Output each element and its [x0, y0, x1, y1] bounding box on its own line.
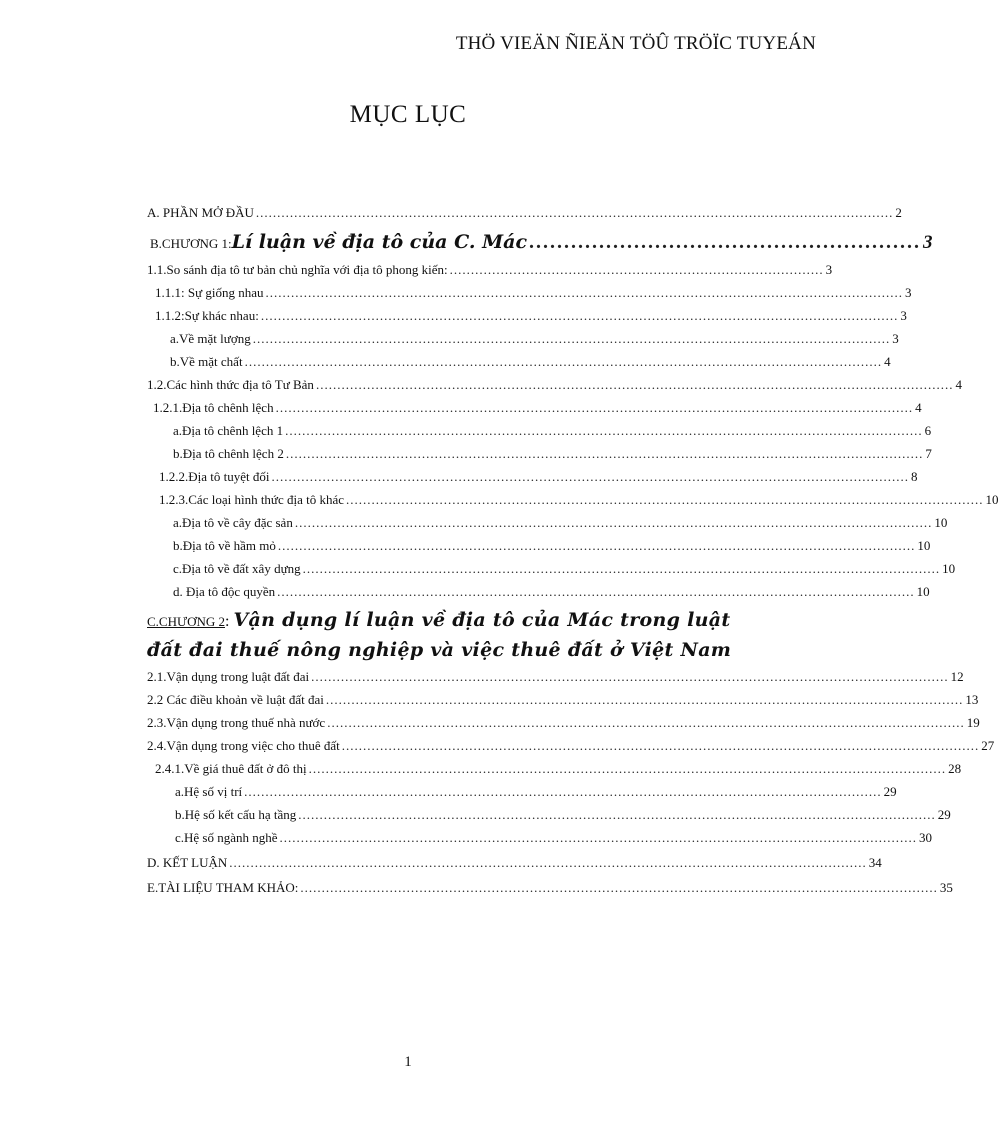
toc-item: 2.3.Vận dụng trong thuế nhà nước ...................................................................................................................................................... 19 [147, 715, 980, 730]
toc-item: a.Về mặt lượng ...................................................................................................................................................... 3 [170, 331, 899, 346]
toc-item: a.Địa tô về cây đặc sản ...................................................................................................................................................... 10 [173, 515, 948, 530]
toc-item: a.Hệ số vị trí ...................................................................................................................................................... 29 [175, 784, 897, 799]
toc-item: 2.2 Các điều khoản về luật đất đai ...................................................................................................................................................... 13 [147, 692, 979, 707]
toc-item: c.Hệ số ngành nghề ...................................................................................................................................................... 30 [175, 830, 933, 845]
toc-item: 1.1.2:Sự khác nhau: ...................................................................................................................................................... 3 [155, 308, 907, 323]
toc-chapter-2: C.CHƯƠNG 2: Vận dụng lí luận về địa tô của Mác trong luật đất đai thuế nông nghiệp và việc thuê đất ở Việt Nam [147, 609, 732, 661]
page-number: 1 [404, 1054, 412, 1070]
toc-item: 1.2.Các hình thức địa tô Tư Bản ...................................................................................................................................................... 4 [147, 377, 962, 392]
toc-item: 1.1.1: Sự giống nhau ...................................................................................................................................................... 3 [155, 285, 912, 300]
toc-item: 1.2.3.Các loại hình thức địa tô khác ...................................................................................................................................................... 10 [159, 492, 999, 507]
toc-item: 1.1.So sánh địa tô tư bản chủ nghĩa với địa tô phong kiến: ........................................................................................ 3 [147, 262, 833, 277]
toc-item: 2.4.1.Về giá thuê đất ở đô thị ...................................................................................................................................................... 28 [155, 761, 962, 776]
toc-chapter-1: B.CHƯƠNG 1:Lí luận về địa tô của C. Mác ........................................................ 3 [150, 231, 933, 253]
toc-item: b.Về mặt chất ...................................................................................................................................................... 4 [170, 354, 891, 369]
toc-item: 2.1.Vận dụng trong luật đất đai ...................................................................................................................................................... 12 [147, 669, 964, 684]
toc-item: d. Địa tô độc quyền ...................................................................................................................................................... 10 [173, 584, 930, 599]
toc-item: E.TÀI LIỆU THAM KHẢO: ...................................................................................................................................................... 35 [147, 880, 953, 895]
toc-item: b.Địa tô về hầm mỏ ...................................................................................................................................................... 10 [173, 538, 931, 553]
toc-item: 2.4.Vận dụng trong việc cho thuê đất ...................................................................................................................................................... 27 [147, 738, 995, 753]
toc-item: 1.2.1.Địa tô chênh lệch ...................................................................................................................................................... 4 [153, 400, 922, 415]
toc-item: A. PHẦN MỞ ĐẦU ...................................................................................................................................................... 2 [147, 205, 902, 220]
toc-item: a.Địa tô chênh lệch 1 ...................................................................................................................................................... 6 [173, 423, 932, 438]
toc-item: b.Hệ số kết cấu hạ tầng ...................................................................................................................................................... 29 [175, 807, 951, 822]
toc-item: 1.2.2.Địa tô tuyệt đối ...................................................................................................................................................... 8 [159, 469, 918, 484]
toc-item: D. KẾT LUẬN ...................................................................................................................................................... 34 [147, 855, 882, 870]
page-title: MỤC LỤC [349, 101, 467, 128]
toc-item: b.Địa tô chênh lệch 2 ...................................................................................................................................................... 7 [173, 446, 932, 461]
library-header: THÖ VIEÄN ÑIEÄN TÖÛ TRÖÏC TUYEÁN [455, 33, 816, 54]
toc-item: c.Địa tô về đất xây dựng ...................................................................................................................................................... 10 [173, 561, 956, 576]
